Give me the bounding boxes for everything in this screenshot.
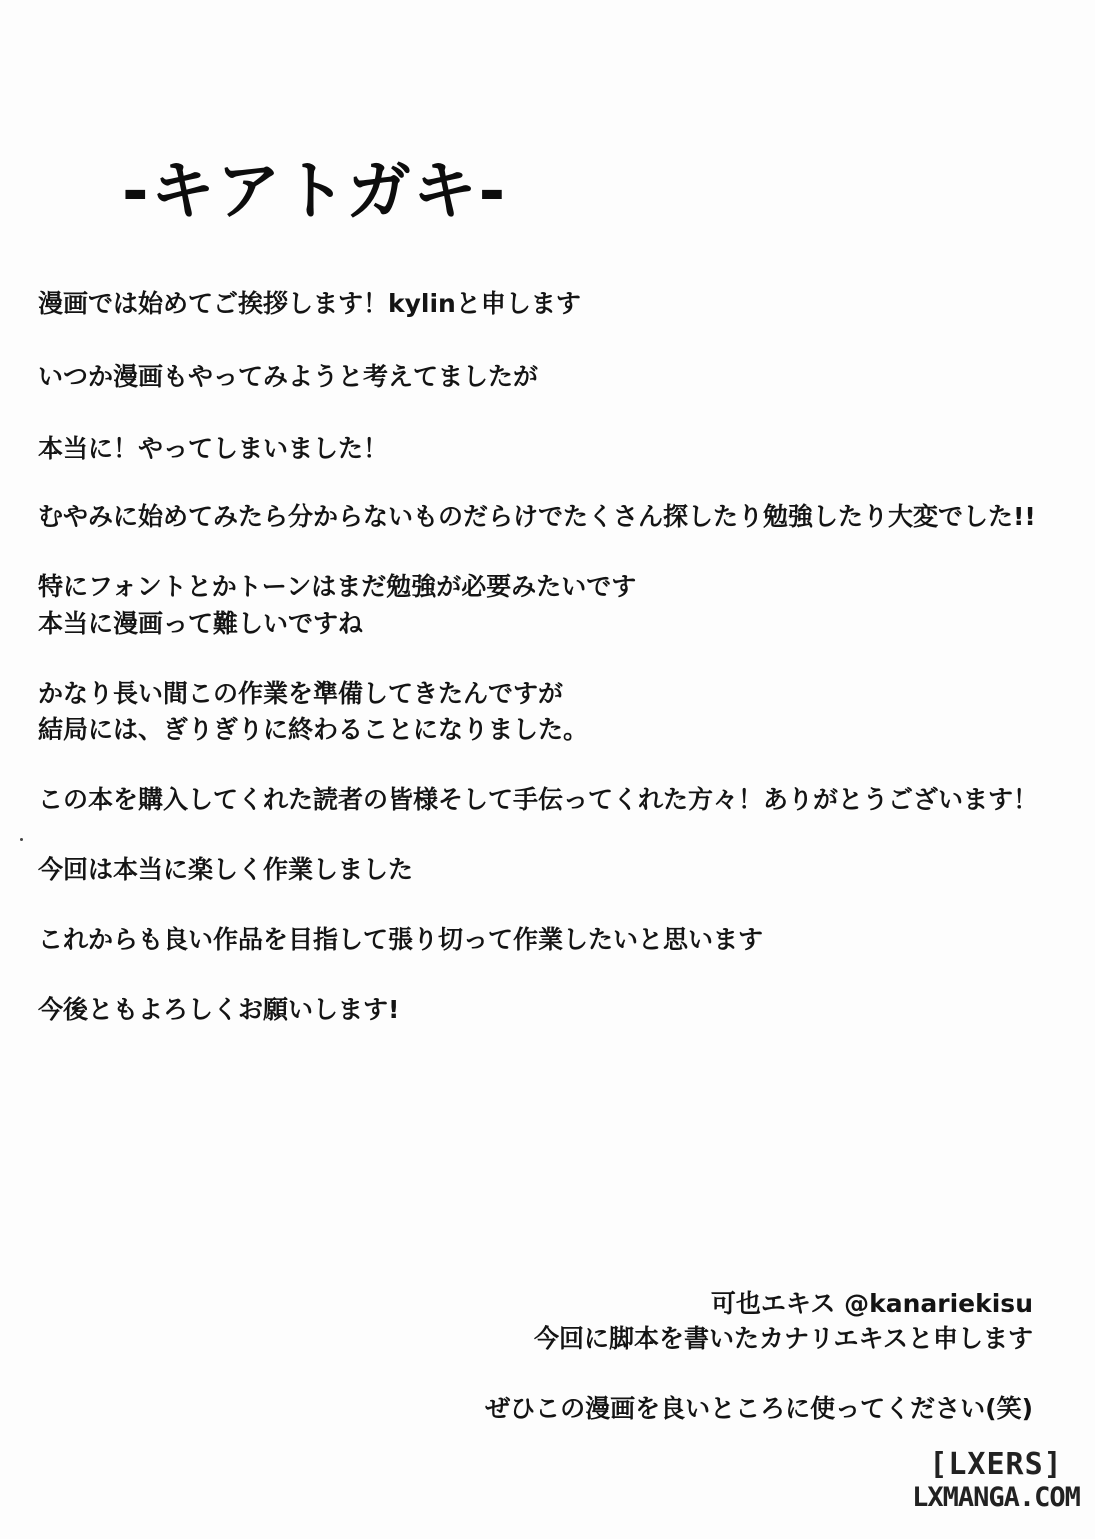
text-line: この本を購入してくれた読者の皆様そして手伝ってくれた方々！ありがとうございます！	[38, 785, 1039, 814]
text-line: かなり長い間この作業を準備してきたんですが	[38, 679, 564, 708]
author-name: 可也エキス @kanariekisu	[710, 1289, 1033, 1318]
watermark-group: [LXERS]	[929, 1447, 1063, 1482]
scan-speck	[20, 838, 23, 841]
watermark-site: LXMANGA.COM	[912, 1482, 1080, 1513]
text-line: 漫画では始めてご挨拶します！kylinと申します	[38, 289, 581, 318]
text-line: 本当に漫画って難しいですね	[38, 609, 364, 638]
watermark	[908, 1448, 1084, 1514]
text-line: 特にフォントとかトーンはまだ勉強が必要みたいです	[38, 572, 637, 601]
text-line: 今回は本当に楽しく作業しました	[38, 855, 414, 884]
page-title: -キアトガキ-	[122, 155, 508, 229]
text-line: これからも良い作品を目指して張り切って作業したいと思います	[38, 925, 764, 954]
text-line: むやみに始めてみたら分からないものだらけでたくさん探したり勉強したり大変でした!!	[38, 502, 1036, 531]
text-line: 本当に！やってしまいました！	[38, 434, 389, 463]
text-line: 結局には、ぎりぎりに終わることになりました。	[38, 715, 589, 744]
text-line: いつか漫画もやってみようと考えてましたが	[38, 362, 539, 391]
text-line: 今後ともよろしくお願いします!	[38, 995, 400, 1024]
author-note: ぜひこの漫画を良いところに使ってください(笑)	[485, 1394, 1033, 1423]
author-note: 今回に脚本を書いたカナリエキスと申します	[533, 1324, 1033, 1353]
